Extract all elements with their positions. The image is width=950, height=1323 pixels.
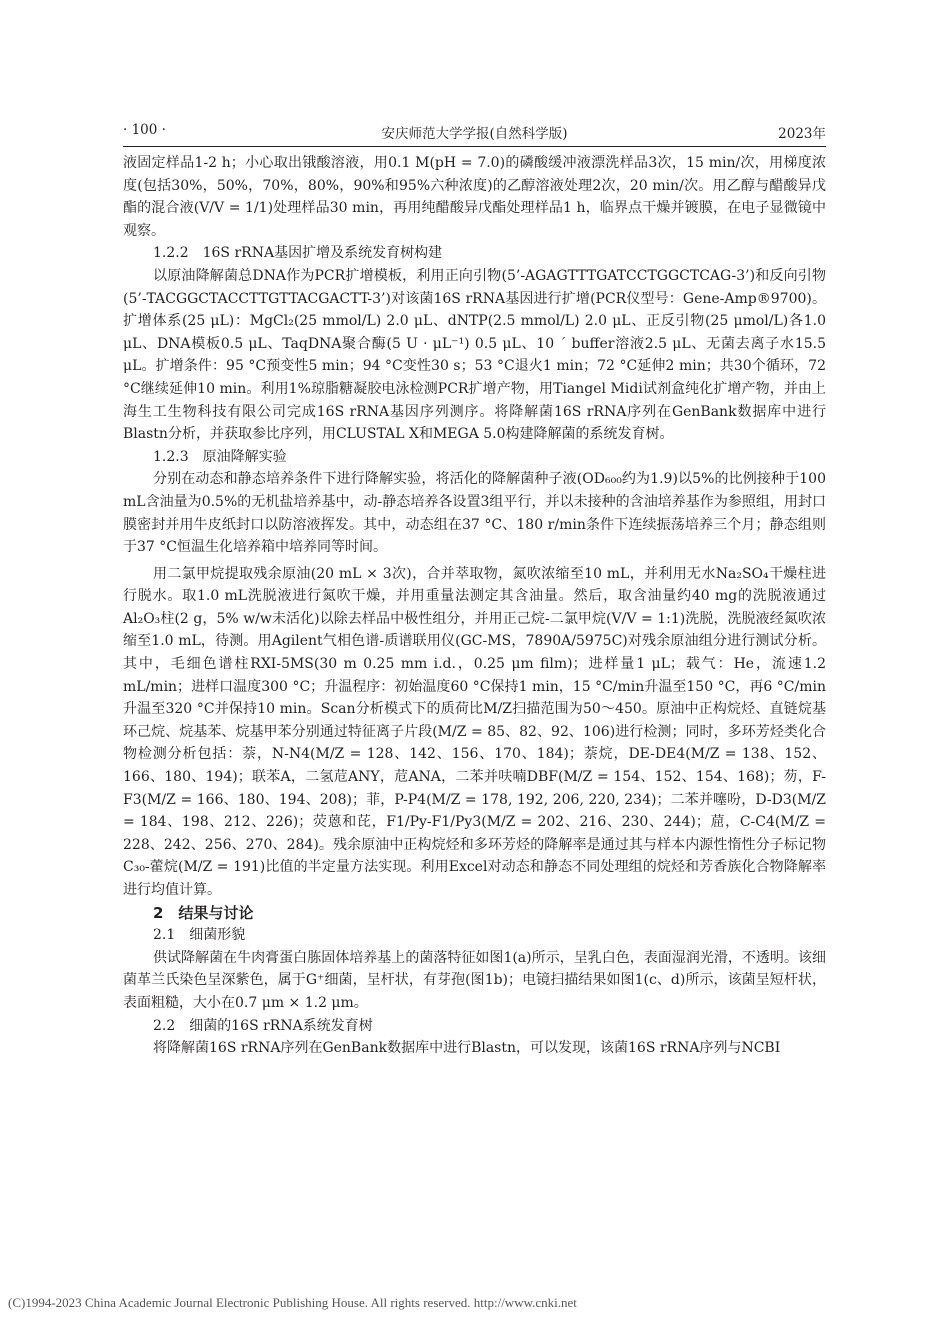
paragraph-degradation-setup: 分别在动态和静态培养条件下进行降解实验，将活化的降解菌种子液(OD₆₀₀约为1.9)以5%的比例接种于100 mL含油量为0.5%的无机盐培养基中，动-静态培养各设置3组平行，并以未接种的含油培养基作为参照组，用封口膜密封并用牛皮纸封口以防溶液挥发。其中，动态组在37 °C、180 r/min条件下连续振荡培养三个月；静态组则于37 °C恒温生化培养箱中培养同等时间。 (123, 471, 826, 556)
year: 2023年 (778, 126, 826, 142)
section-heading-2-2: 2.2 细菌的16S rRNA系统发育树 (153, 1017, 373, 1034)
section-heading-1-2-2: 1.2.2 16S rRNA基因扩增及系统发育树构建 (153, 245, 443, 262)
paragraph-continued: 液固定样品1-2 h；小心取出锇酸溶液，用0.1 M(pH = 7.0)的磷酸缓冲液漂洗样品3次，15 min/次，用梯度浓度(包括30%，50%，70%，80%，90%和95%六种浓度)的乙醇溶液处理2次，20 min/次。用乙醇与醋酸异戊酯的混合液(V/V = 1/1)处理样品30 min，再用纯醋酸异戊酯处理样品1 h，临界点干燥并镀膜，在电子显微镜中观察。 (123, 155, 826, 239)
section-heading-2: 2 结果与讨论 (153, 903, 254, 922)
paragraph-pcr: 以原油降解菌总DNA作为PCR扩增模板，利用正向引物(5’-AGAGTTTGATCCTGGCTCAG-3’)和反向引物(5’-TACGGCTACCTTGTTACGACTT-3’)对该菌16S rRNA基因进行扩增(PCR仪型号：Gene-Amp®9700)。扩增体系(25 μL)：MgCl₂(25 mmol/L) 2.0 μL、dNTP(2.5 mmol/L) 2.0 μL、正反引物(25 μmol/L)各1.0 μL、DNA模板0.5 μL、TaqDNA聚合酶(5 U · μL⁻¹) 0.5 μL、10 ´ buffer溶液2.5 μL、无菌去离子水15.5 μL。扩增条件：95 °C预变性5 min；94 °C变性30 s；53 °C退火1 min；72 °C延伸2 min；共30个循环，72 °C继续延伸10 min。利用1%琼脂糖凝胶电泳检测PCR扩增产物，用Tiangel Midi试剂盒纯化扩增产物，并由上海生工生物科技有限公司完成16S rRNA基因序列测序。将降解菌16S rRNA序列在GenBank数据库中进行Blastn分析，并获取参比序列，用CLUSTAL X和MEGA 5.0构建降解菌的系统发育树。 (123, 267, 826, 443)
running-header (123, 122, 826, 144)
copyright-footer: (C)1994-2023 China Academic Journal Electronic Publishing House. All rights reserved. http://www.cnki.net (8, 1295, 577, 1310)
section-heading-1-2-3: 1.2.3 原油降解实验 (153, 448, 287, 465)
article-body (123, 152, 826, 1060)
paragraph-phylogeny: 将降解菌16S rRNA序列在GenBank数据库中进行Blastn，可以发现，该菌16S rRNA序列与NCBI (153, 1040, 781, 1057)
header-rule (123, 146, 826, 147)
paragraph-morphology: 供试降解菌在牛肉膏蛋白胨固体培养基上的菌落特征如图1(a)所示，呈乳白色，表面湿润光滑，不透明。该细菌革兰氏染色呈深紫色，属于G⁺细菌，呈杆状，有芽孢(图1b)；电镜扫描结果如图1(c、d)所示，该菌呈短杆状，表面粗糙，大小在0.7 μm × 1.2 μm。 (123, 949, 826, 1011)
section-heading-2-1: 2.1 细菌形貌 (153, 927, 246, 944)
journal-title: 安庆师范大学学报(自然科学版) (381, 126, 568, 142)
paragraph-extraction-analysis: 用二氯甲烷提取残余原油(20 mL × 3次)，合并萃取物，氮吹浓缩至10 mL，并利用无水Na₂SO₄干燥柱进行脱水。取1.0 mL洗脱液进行氮吹干燥，并用重量法测定其含油量。然后，取含油量约40 mg的洗脱液通过Al₂O₃柱(2 g，5% w/w未活化)以除去样品中极性组分，并用正己烷-二氯甲烷(V/V = 1:1)洗脱，洗脱液经氮吹浓缩至1.0 mL，待测。用Agilent气相色谱-质谱联用仪(GC-MS，7890A/5975C)对残余原油组分进行测试分析。其中，毛细色谱柱RXI-5MS(30 m 0.25 mm i.d.，0.25 μm film)；进样量1 μL；载气：He，流速1.2 mL/min；进样口温度300 °C；升温程序：初始温度60 °C保持1 min，15 °C/min升温至150 °C，再6 °C/min升温至320 °C并保持10 min。Scan分析模式下的质荷比M/Z扫描范围为50～450。原油中正构烷烃、直链烷基环己烷、烷基苯、烷基甲苯分别通过特征离子片段(M/Z = 85、82、92、106)进行检测；同时，多环芳烃类化合物检测分析包括：萘，N-N4(M/Z = 128、142、156、170、184)；萘烷，DE-DE4(M/Z = 138、152、166、180、194)；联苯A，二氢苊ANY，苊ANA，二苯并呋喃DBF(M/Z = 154、152、154、168)；芴，F-F3(M/Z = 166、180、194、208)；菲，P-P4(M/Z = 178, 192, 206, 220, 234)；二苯并噻吩，D-D3(M/Z = 184、198、212、226)；荧蒽和芘，F1/Py-F1/Py3(M/Z = 202、216、230、244)；䓛，C-C4(M/Z = 228、242、256、270、284)。残余原油中正构烷烃和多环芳烃的降解率是通过其与样本内源性惰性分子标记物C₃₀-藿烷(M/Z = 191)比值的半定量方法实现。利用Excel对动态和静态不同处理组的烷烃和芳香族化合物降解率进行均值计算。 (123, 565, 826, 898)
page-number: · 100 · (123, 122, 166, 138)
